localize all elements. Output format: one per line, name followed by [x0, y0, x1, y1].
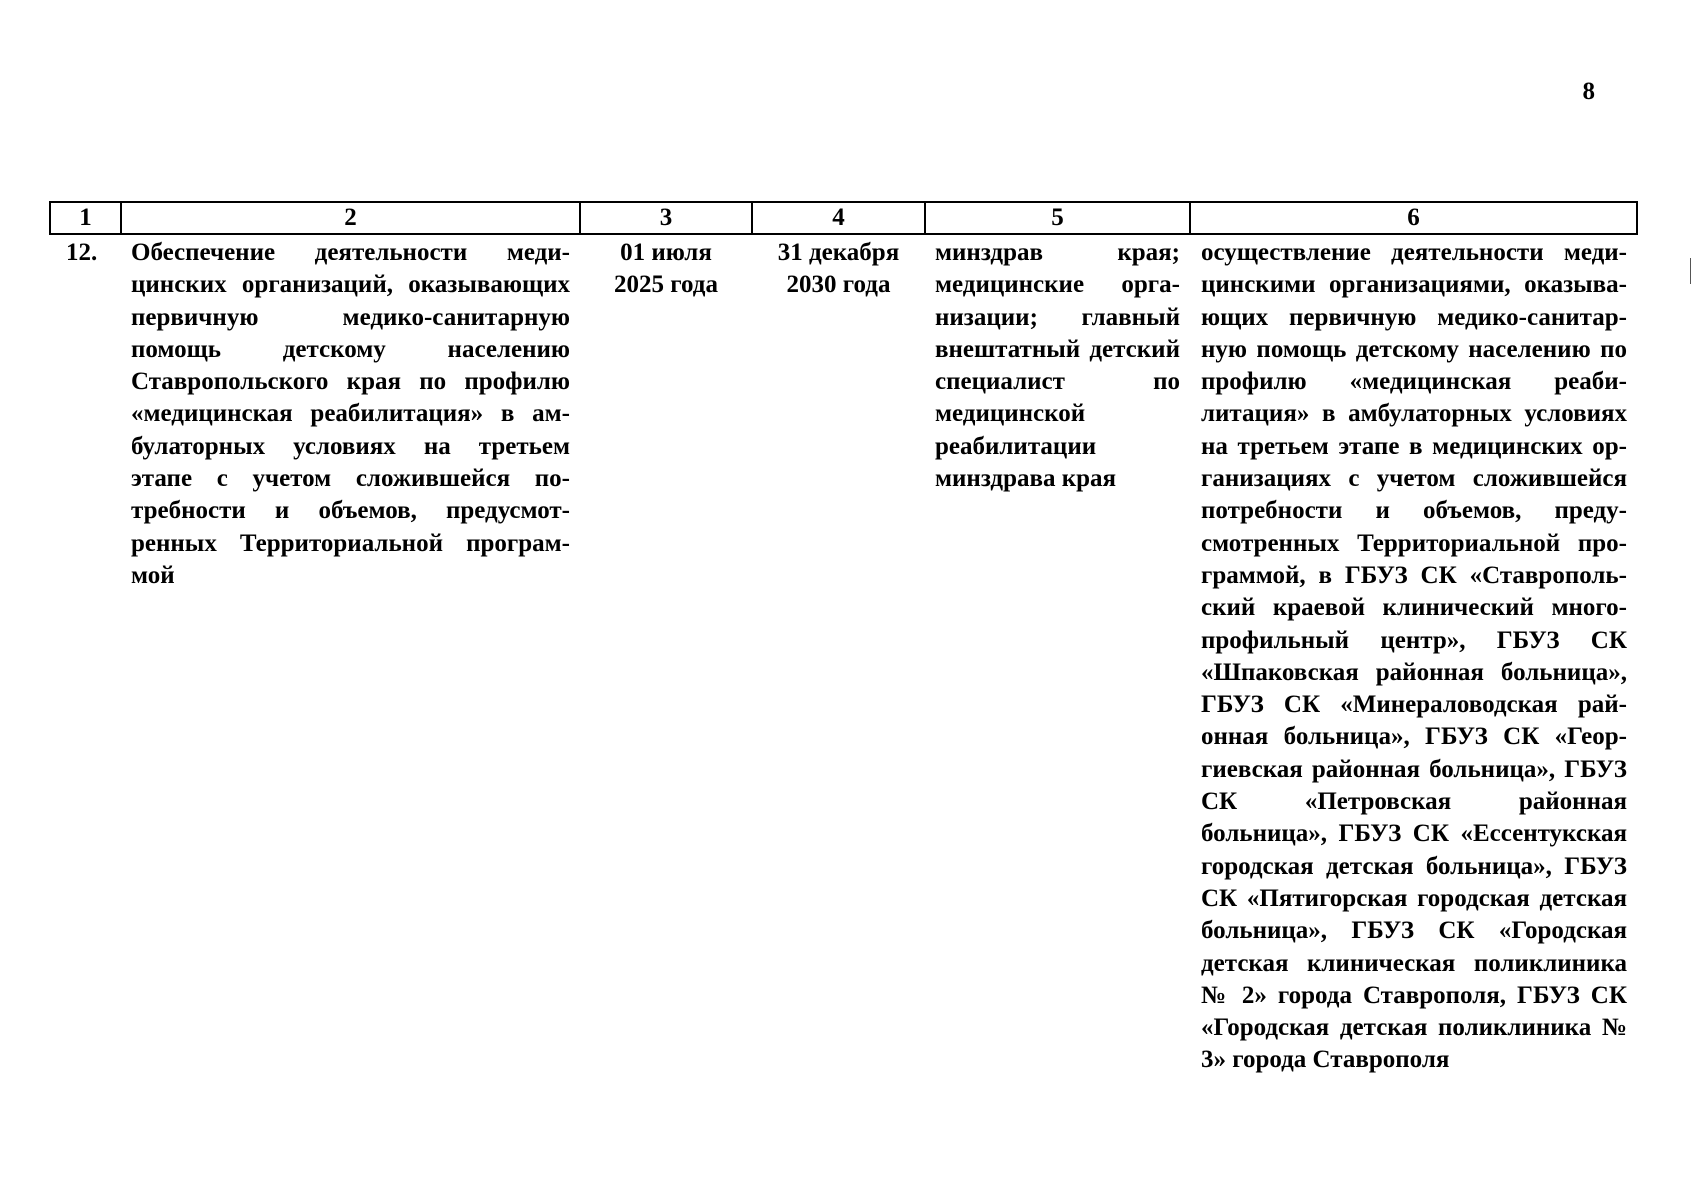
- table-row: [50, 234, 1637, 1077]
- page-number: 8: [1582, 78, 1595, 105]
- end-date-line-1: 31 декабря: [777, 239, 900, 266]
- header-col-5: 5: [925, 202, 1190, 234]
- row-result: осуществление деятельности медицинскими организациями, оказывающих первичную медико-санитарную помощь детскому населению по профилю «медицинская реабилитация» в амбулаторных условиях на третьем этапе в медицинских организациях с учетом сложившейся потребности и объемов, предусмотренных Территориальной программой, в ГБУЗ СК «Ставропольский краевой клинический многопрофильный центр», ГБУЗ СК «Шпаковская районная больница», ГБУЗ СК «Минераловодская районная больница», ГБУЗ СК «Георгиевская районная больница», ГБУЗ СК «Петровская районная больница», ГБУЗ СК «Ессентукская городская детская больница», ГБУЗ СК «Пятигорская городская детская больница», ГБУЗ СК «Городская детская клиническая поликлиника № 2» города Ставрополя, ГБУЗ СК «Городская детская поликлиника № 3» города Ставрополя: [1201, 239, 1627, 1074]
- plan-table: [49, 201, 1638, 1077]
- row-executors: минздрав края; медицинские организации; главный внештатный детский специалист по медицинской реабилитации минздрава края: [935, 239, 1180, 493]
- header-col-6: 6: [1190, 202, 1637, 234]
- row-end-date: [752, 234, 925, 1077]
- header-col-1: 1: [50, 202, 121, 234]
- header-row: [50, 202, 1637, 234]
- end-date-line-2: 2030 года: [786, 271, 891, 299]
- row-activity: Обеспечение деятельности медицинских организаций, оказывающих первичную медико-санитарную помощь детскому населению Ставропольского края по профилю «медицинская реабилитация» в амбулаторных условиях на третьем этапе с учетом сложившейся потребности и объемов, предусмотренных Территориальной программой: [131, 239, 570, 589]
- margin-mark: [1690, 258, 1691, 284]
- header-col-2: 2: [121, 202, 580, 234]
- row-start-date: [580, 234, 752, 1077]
- row-index: 12.: [66, 239, 98, 266]
- header-col-3: 3: [580, 202, 752, 234]
- header-col-4: 4: [752, 202, 925, 234]
- start-date-line-1: 01 июля: [620, 239, 712, 266]
- start-date-line-2: 2025 года: [614, 271, 718, 299]
